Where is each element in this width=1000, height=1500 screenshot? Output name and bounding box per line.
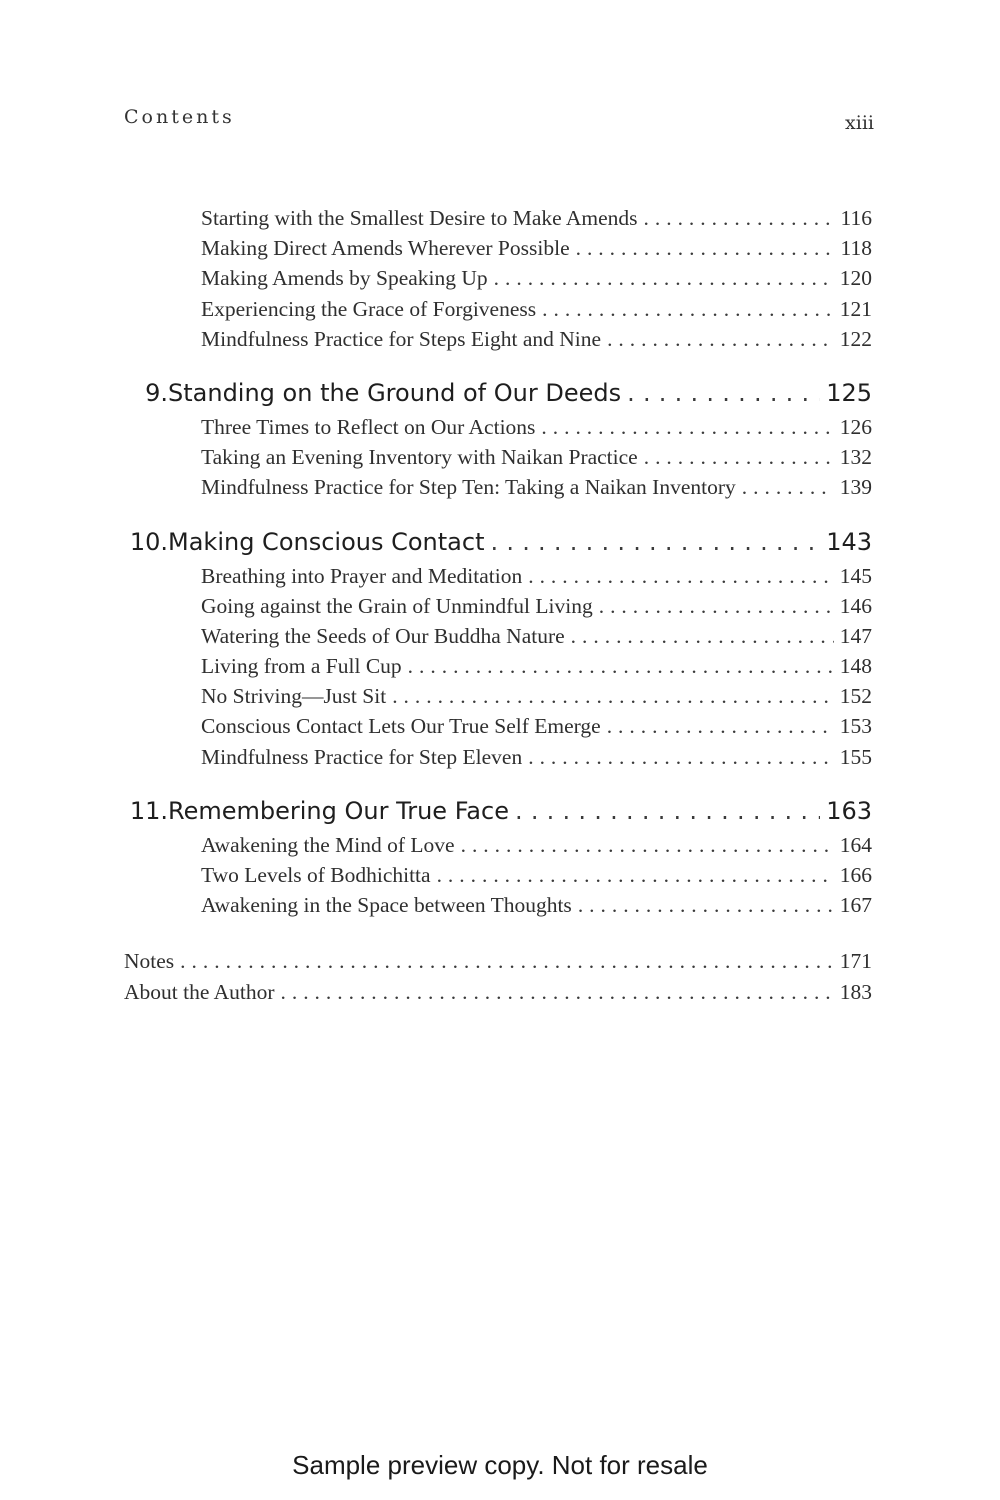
dot-leader — [490, 523, 820, 561]
chapter-number: 10. — [129, 527, 168, 556]
toc-section-entry — [124, 711, 872, 741]
toc-section-entry — [124, 860, 872, 890]
page-number: xiii — [845, 112, 874, 134]
toc-section-entry — [124, 294, 872, 324]
chapter-title: Remembering Our True Face — [168, 796, 509, 825]
toc-section-entry — [124, 742, 872, 772]
toc-section-entry — [124, 561, 872, 591]
toc-section-title: Breathing into Prayer and Meditation — [201, 563, 523, 588]
toc-chapter-entry — [124, 792, 872, 830]
toc-section-title: No Striving—Just Sit — [201, 684, 387, 709]
toc-page-number: 120 — [839, 266, 872, 291]
toc-section-title: Awakening in the Space between Thoughts — [201, 893, 572, 918]
dot-leader — [461, 830, 834, 860]
toc-section-entry — [124, 472, 872, 502]
chapter-number: 9. — [145, 378, 168, 407]
toc-section-title: Awakening the Mind of Love — [201, 832, 455, 857]
toc-page-number: 171 — [839, 949, 872, 974]
dot-leader — [528, 742, 834, 772]
toc-page-number: 153 — [839, 714, 872, 739]
toc-section-title: Watering the Seeds of Our Buddha Nature — [201, 623, 565, 648]
toc-page-number: 183 — [839, 979, 872, 1004]
toc-section-entry — [124, 681, 872, 711]
toc-page-number: 121 — [839, 296, 872, 321]
toc-page-number: 132 — [839, 445, 872, 470]
toc-section-entry — [124, 442, 872, 472]
dot-leader — [578, 890, 834, 920]
dot-leader — [607, 324, 834, 354]
toc-section-entry — [124, 233, 872, 263]
toc-page-number: 139 — [839, 475, 872, 500]
dot-leader — [599, 591, 834, 621]
toc-section-entry — [124, 412, 872, 442]
dot-leader — [437, 860, 834, 890]
dot-leader — [281, 977, 834, 1007]
chapter-title: Making Conscious Contact — [168, 527, 485, 556]
chapter-title: Standing on the Ground of Our Deeds — [168, 378, 622, 407]
toc-section-title: Making Direct Amends Wherever Possible — [201, 236, 570, 261]
dot-leader — [528, 561, 834, 591]
toc-section-title: Mindfulness Practice for Step Eleven — [201, 744, 523, 769]
dot-leader — [571, 621, 834, 651]
dot-leader — [644, 442, 834, 472]
table-of-contents — [124, 203, 872, 1007]
dot-leader — [408, 651, 834, 681]
toc-section-title: Two Levels of Bodhichitta — [201, 863, 431, 887]
toc-section-entry — [124, 890, 872, 920]
toc-page-number: 147 — [839, 623, 872, 648]
dot-leader — [180, 946, 834, 976]
dot-leader — [542, 294, 834, 324]
toc-page-number: 166 — [839, 863, 872, 887]
toc-section-entry — [124, 263, 872, 293]
toc-page-number: 164 — [839, 832, 872, 857]
toc-section-title: Three Times to Reflect on Our Actions — [201, 414, 536, 439]
toc-section-title: Starting with the Smallest Desire to Make Amends — [201, 206, 638, 230]
toc-endmatter-entry — [124, 946, 872, 976]
dot-leader — [627, 374, 820, 412]
chapter-number: 11. — [129, 796, 168, 825]
toc-page-number: 118 — [840, 236, 872, 261]
toc-page-number: 146 — [839, 593, 872, 618]
toc-page-number: 155 — [839, 744, 872, 769]
toc-section-entry — [124, 830, 872, 860]
toc-endmatter-title: Notes — [124, 949, 175, 974]
toc-endmatter-title: About the Author — [124, 979, 275, 1004]
toc-page-number: 148 — [839, 654, 872, 679]
toc-section-title: Mindfulness Practice for Step Ten: Taking a Naikan Inventory — [201, 475, 736, 500]
toc-section-entry — [124, 651, 872, 681]
dot-leader — [494, 263, 834, 293]
toc-page-number: 143 — [826, 527, 872, 556]
toc-page-number: 116 — [840, 206, 872, 230]
dot-leader — [515, 792, 820, 830]
dot-leader — [607, 711, 834, 741]
toc-section-title: Experiencing the Grace of Forgiveness — [201, 296, 537, 321]
toc-section-title: Taking an Evening Inventory with Naikan Practice — [201, 445, 638, 470]
toc-section-title: Mindfulness Practice for Steps Eight and Nine — [201, 326, 602, 351]
toc-page-number: 163 — [826, 796, 872, 825]
toc-section-title: Going against the Grain of Unmindful Living — [201, 593, 593, 618]
toc-page-number: 125 — [826, 378, 872, 407]
toc-page-number: 122 — [839, 326, 872, 351]
toc-section-title: Conscious Contact Lets Our True Self Emerge — [201, 714, 601, 739]
dot-leader — [644, 203, 835, 233]
toc-chapter-entry — [124, 374, 872, 412]
toc-endmatter-entry — [124, 977, 872, 1007]
toc-section-title: Living from a Full Cup — [201, 654, 402, 679]
toc-page-number: 152 — [839, 684, 872, 709]
toc-page-number: 167 — [839, 893, 872, 918]
dot-leader — [576, 233, 835, 263]
toc-section-title: Making Amends by Speaking Up — [201, 266, 488, 291]
toc-chapter-entry — [124, 523, 872, 561]
preview-watermark: Sample preview copy. Not for resale — [292, 1450, 708, 1480]
toc-section-entry — [124, 591, 872, 621]
toc-section-entry — [124, 203, 872, 233]
running-head: Contents — [124, 106, 235, 128]
dot-leader — [742, 472, 834, 502]
dot-leader — [541, 412, 833, 442]
toc-section-entry — [124, 324, 872, 354]
toc-page-number: 145 — [839, 563, 872, 588]
toc-page-number: 126 — [839, 414, 872, 439]
toc-section-entry — [124, 621, 872, 651]
dot-leader — [392, 681, 834, 711]
